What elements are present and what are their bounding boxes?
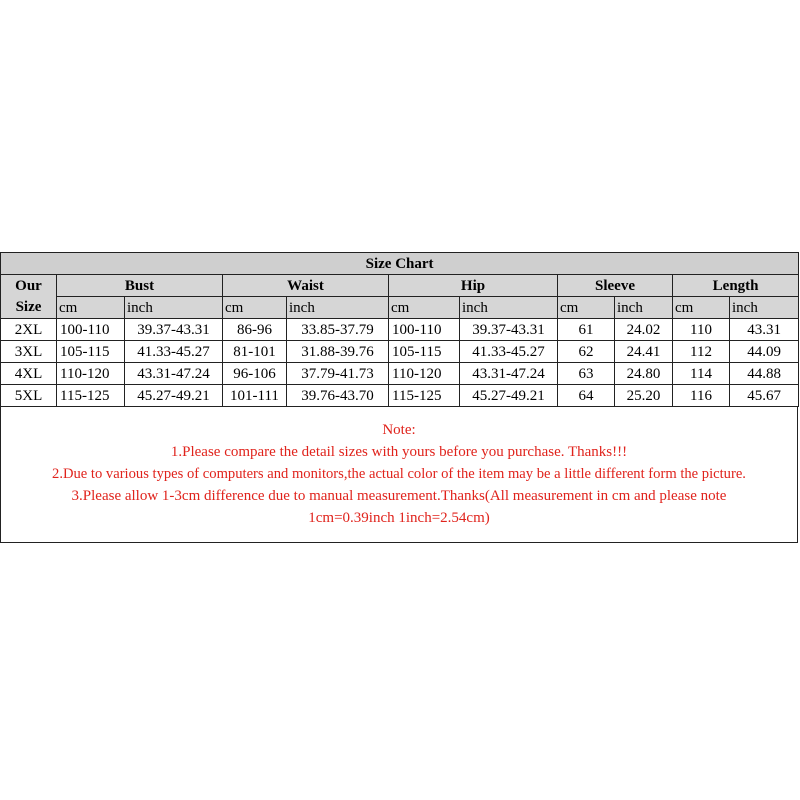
cell-sleeve-inch: 24.02 [615, 319, 673, 341]
cell-bust-inch: 43.31-47.24 [125, 363, 223, 385]
cell-hip-inch: 41.33-45.27 [460, 341, 558, 363]
cell-length-cm: 110 [673, 319, 730, 341]
cell-sleeve-inch: 24.41 [615, 341, 673, 363]
unit-header: cm [673, 297, 730, 319]
note-line-1: 1.Please compare the detail sizes with yours before you purchase. Thanks!!! [170, 444, 628, 460]
unit-header: inch [287, 297, 389, 319]
group-header-sleeve: Sleeve [558, 275, 673, 297]
group-header-bust: Bust [57, 275, 223, 297]
unit-header: inch [460, 297, 558, 319]
table-row [1, 341, 799, 363]
cell-waist-inch: 37.79-41.73 [287, 363, 389, 385]
cell-sleeve-cm: 61 [558, 319, 615, 341]
size-table [0, 252, 799, 407]
table-row [1, 385, 799, 407]
cell-length-cm: 112 [673, 341, 730, 363]
cell-length-inch: 45.67 [730, 385, 799, 407]
note-heading: Note: [382, 422, 416, 438]
notes-section [0, 407, 798, 543]
cell-hip-cm: 110-120 [389, 363, 460, 385]
cell-waist-inch: 39.76-43.70 [287, 385, 389, 407]
cell-size: 5XL [1, 385, 57, 407]
cell-bust-inch: 41.33-45.27 [125, 341, 223, 363]
unit-header: inch [125, 297, 223, 319]
cell-length-cm: 116 [673, 385, 730, 407]
note-line-2: 2.Due to various types of computers and monitors,the actual color of the item may be a little different form the picture. [52, 466, 746, 482]
table-row [1, 319, 799, 341]
cell-length-inch: 44.09 [730, 341, 799, 363]
unit-header: cm [558, 297, 615, 319]
cell-bust-cm: 115-125 [57, 385, 125, 407]
cell-bust-cm: 110-120 [57, 363, 125, 385]
unit-header: cm [57, 297, 125, 319]
cell-size: 2XL [1, 319, 57, 341]
cell-waist-cm: 86-96 [223, 319, 287, 341]
cell-length-inch: 44.88 [730, 363, 799, 385]
cell-bust-inch: 45.27-49.21 [125, 385, 223, 407]
cell-size: 4XL [1, 363, 57, 385]
note-line-3: 3.Please allow 1-3cm difference due to manual measurement.Thanks(All measurement in cm and please note [71, 488, 727, 504]
our-size-label-1: Our [15, 277, 42, 294]
cell-hip-cm: 105-115 [389, 341, 460, 363]
our-size-header [1, 275, 57, 319]
our-size-label-2: Size [15, 298, 42, 315]
group-header-waist: Waist [223, 275, 389, 297]
cell-length-cm: 114 [673, 363, 730, 385]
unit-header: cm [389, 297, 460, 319]
cell-waist-inch: 31.88-39.76 [287, 341, 389, 363]
note-line-4: 1cm=0.39inch 1inch=2.54cm) [308, 510, 490, 526]
cell-waist-cm: 96-106 [223, 363, 287, 385]
unit-header: inch [615, 297, 673, 319]
cell-sleeve-inch: 24.80 [615, 363, 673, 385]
cell-waist-inch: 33.85-37.79 [287, 319, 389, 341]
cell-sleeve-cm: 63 [558, 363, 615, 385]
cell-size: 3XL [1, 341, 57, 363]
cell-waist-cm: 81-101 [223, 341, 287, 363]
cell-bust-inch: 39.37-43.31 [125, 319, 223, 341]
cell-length-inch: 43.31 [730, 319, 799, 341]
cell-sleeve-inch: 25.20 [615, 385, 673, 407]
table-row [1, 363, 799, 385]
group-header-length: Length [673, 275, 799, 297]
cell-sleeve-cm: 62 [558, 341, 615, 363]
cell-bust-cm: 105-115 [57, 341, 125, 363]
cell-hip-inch: 43.31-47.24 [460, 363, 558, 385]
cell-sleeve-cm: 64 [558, 385, 615, 407]
cell-waist-cm: 101-111 [223, 385, 287, 407]
chart-title: Size Chart [1, 253, 799, 275]
cell-bust-cm: 100-110 [57, 319, 125, 341]
cell-hip-inch: 45.27-49.21 [460, 385, 558, 407]
group-header-hip: Hip [389, 275, 558, 297]
cell-hip-cm: 100-110 [389, 319, 460, 341]
unit-header: cm [223, 297, 287, 319]
size-chart [0, 252, 798, 543]
cell-hip-inch: 39.37-43.31 [460, 319, 558, 341]
cell-hip-cm: 115-125 [389, 385, 460, 407]
unit-header: inch [730, 297, 799, 319]
